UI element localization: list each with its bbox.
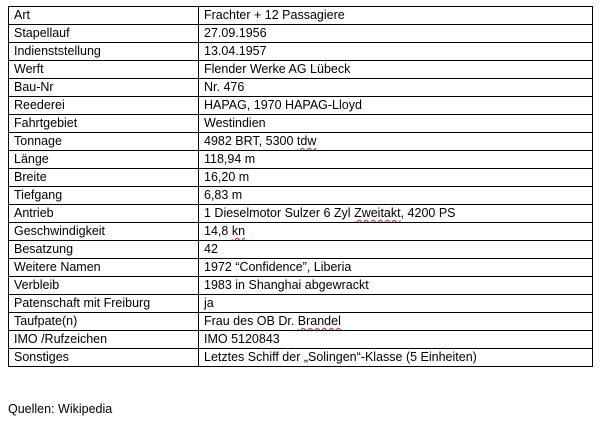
spellcheck-flagged-word: Zweitakt (354, 206, 401, 220)
table-row-tonnage (9, 133, 593, 151)
row-value (199, 223, 593, 241)
row-value: 118,94 m (199, 151, 593, 169)
table-row-indienststellung (9, 43, 593, 61)
table-row-laenge (9, 151, 593, 169)
row-label: Geschwindigkeit (9, 223, 199, 241)
row-label: Reederei (9, 97, 199, 115)
row-label: Länge (9, 151, 199, 169)
row-value (199, 313, 593, 331)
value-text: 4982 BRT, 5300 (204, 134, 297, 148)
row-value: Letztes Schiff der „Solingen“-Klasse (5 Einheiten) (199, 349, 593, 367)
row-value (199, 205, 593, 223)
row-value: HAPAG, 1970 HAPAG-Lloyd (199, 97, 593, 115)
table-row-verbleib (9, 277, 593, 295)
table-row-weitere-namen (9, 259, 593, 277)
value-text: , 4200 PS (400, 206, 456, 220)
row-value: Nr. 476 (199, 79, 593, 97)
value-text: 1 Dieselmotor Sulzer 6 Zyl (204, 206, 355, 220)
row-value: Frachter + 12 Passagiere (199, 7, 593, 25)
row-value: 6,83 m (199, 187, 593, 205)
row-label: IMO /Rufzeichen (9, 331, 199, 349)
ship-data-table (8, 6, 593, 367)
table-row-reederei (9, 97, 593, 115)
row-label: Verbleib (9, 277, 199, 295)
row-label: Weitere Namen (9, 259, 199, 277)
row-label: Sonstiges (9, 349, 199, 367)
spellcheck-flagged-word: tdw (296, 134, 317, 148)
row-label: Tiefgang (9, 187, 199, 205)
table-row-stapellauf (9, 25, 593, 43)
value-text: 14,8 (204, 224, 232, 238)
table-row-bau-nr (9, 79, 593, 97)
row-label: Antrieb (9, 205, 199, 223)
row-value: 1972 “Confidence”, Liberia (199, 259, 593, 277)
row-value: Westindien (199, 115, 593, 133)
table-row-breite (9, 169, 593, 187)
row-label: Stapellauf (9, 25, 199, 43)
value-text: Frau des OB Dr. (204, 314, 298, 328)
row-value: Flender Werke AG Lübeck (199, 61, 593, 79)
table-row-antrieb (9, 205, 593, 223)
table-row-fahrtgebiet (9, 115, 593, 133)
row-label: Indienststellung (9, 43, 199, 61)
table-row-sonstiges (9, 349, 593, 367)
row-value: 13.04.1957 (199, 43, 593, 61)
table-row-tiefgang (9, 187, 593, 205)
table-row-art (9, 7, 593, 25)
row-value: 42 (199, 241, 593, 259)
row-label: Patenschaft mit Freiburg (9, 295, 199, 313)
spellcheck-flagged-word: kn (231, 224, 246, 238)
row-value: 27.09.1956 (199, 25, 593, 43)
row-label: Werft (9, 61, 199, 79)
row-value: IMO 5120843 (199, 331, 593, 349)
table-row-patenschaft (9, 295, 593, 313)
table-row-besatzung (9, 241, 593, 259)
row-value: ja (199, 295, 593, 313)
row-label: Besatzung (9, 241, 199, 259)
spellcheck-flagged-word: Brandel (297, 314, 341, 328)
row-label: Tonnage (9, 133, 199, 151)
row-value: 16,20 m (199, 169, 593, 187)
row-value: 1983 in Shanghai abgewrackt (199, 277, 593, 295)
table-row-imo (9, 331, 593, 349)
table-row-taufpate (9, 313, 593, 331)
row-label: Taufpate(n) (9, 313, 199, 331)
row-value (199, 133, 593, 151)
row-label: Breite (9, 169, 199, 187)
table-row-werft (9, 61, 593, 79)
table-row-geschwindigkeit (9, 223, 593, 241)
row-label: Art (9, 7, 199, 25)
ship-data-table-body (9, 7, 593, 367)
sources-note: Quellen: Wikipedia (8, 402, 113, 416)
row-label: Fahrtgebiet (9, 115, 199, 133)
row-label: Bau-Nr (9, 79, 199, 97)
